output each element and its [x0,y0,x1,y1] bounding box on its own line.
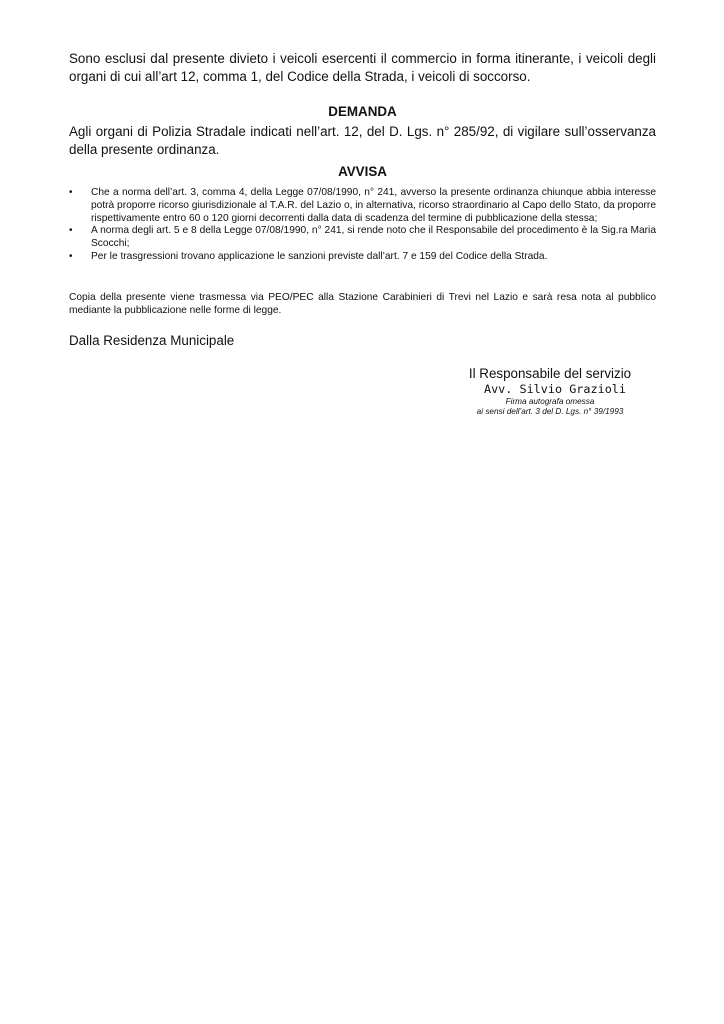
copia-paragraph: Copia della presente viene trasmessa via PEO/PEC alla Stazione Carabinieri di Trevi nel Lazio e sarà resa nota al pubblico mediante la pubblicazione nelle forme di legge. [69,292,656,316]
signature-name: Avv. Silvio Grazioli [483,382,627,396]
intro-paragraph: Sono esclusi dal presente divieto i veicoli esercenti il commercio in forma itinerante, i veicoli degli organi di cui all’art 12, comma 1, del Codice della Strada, i veicoli di soccorso. [69,51,656,84]
bullet-icon: • [69,187,73,198]
avvisa-list [69,187,656,264]
signature-block [440,366,660,417]
bullet-icon: • [69,225,73,237]
list-item [69,251,656,264]
demanda-heading: DEMANDA [328,104,397,119]
residenza-line: Dalla Residenza Municipale [69,333,235,348]
list-item [69,187,656,225]
signature-note-line2: ai sensi dell’art. 3 del D. Lgs. n° 39/1993 [476,407,624,416]
list-item-text: A norma degli art. 5 e 8 della Legge 07/08/1990, n° 241, si rende noto che il Responsabile del procedimento è la Sig.ra Maria Scocchi; [91,225,656,250]
list-item-text: Per le trasgressioni trovano applicazione le sanzioni previste dall’art. 7 e 159 del Codice della Strada. [91,250,548,262]
list-item [69,225,656,251]
signature-note-line1: Firma autografa omessa [505,397,595,406]
bullet-icon: • [69,250,73,262]
demanda-paragraph: Agli organi di Polizia Stradale indicati nell’art. 12, del D. Lgs. n° 285/92, di vigilare sull’osservanza della presente ordinanza. [69,124,656,157]
signature-role: Il Responsabile del servizio [468,366,632,381]
avvisa-heading: AVVISA [338,164,387,179]
list-item-text: Che a norma dell’art. 3, comma 4, della Legge 07/08/1990, n° 241, avverso la presente ordinanza chiunque abbia interesse potrà proporre ricorso giurisdizionale al T.A.R. del Lazio o, in alternativa, ricorso straordinario al Capo dello Stato, da proporre rispettivamente entro 60 o 120 giorni decorrenti dalla data di scadenza del termine di pubblicazione della stessa; [91,187,656,224]
